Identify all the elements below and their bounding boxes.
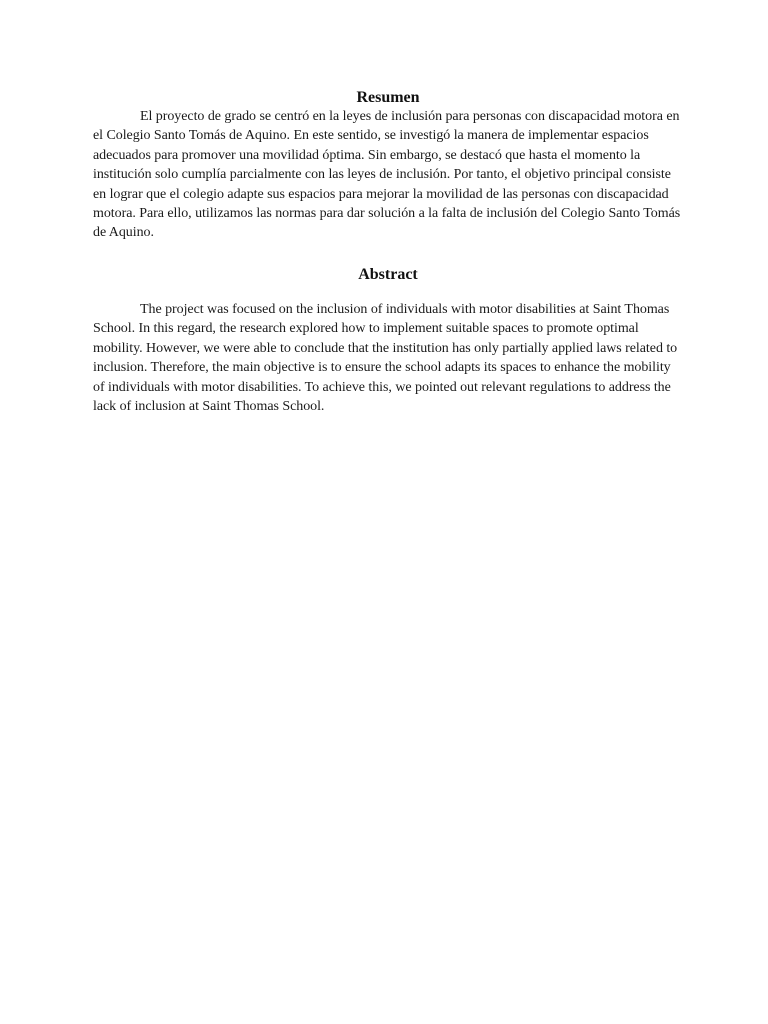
abstract-title: Abstract — [358, 266, 418, 283]
resumen-paragraph: El proyecto de grado se centró en la leyes de inclusión para personas con discapacidad motora en el Colegio Santo Tomás de Aquino. En este sentido, se investigó la manera de implementar espacios adecuados para promover una movilidad óptima. Sin embargo, se destacó que hasta el momento la institución solo cumplía parcialmente con las leyes de inclusión. Por tanto, el objetivo principal consiste en lograr que el colegio adapte sus espacios para mejorar la movilidad de las personas con discapacidad motora. Para ello, utilizamos las normas para dar solución a la falta de inclusión del Colegio Santo Tomás de Aquino. — [93, 109, 681, 241]
abstract-paragraph: The project was focused on the inclusion of individuals with motor disabilities at Saint Thomas School. In this regard, the research explored how to implement suitable spaces to promote optimal mobility. However, we were able to conclude that the institution has only partially applied laws related to inclusion. Therefore, the main objective is to ensure the school adapts its spaces to enhance the mobility of individuals with motor disabilities. To achieve this, we pointed out relevant regulations to address the lack of inclusion at Saint Thomas School. — [93, 302, 678, 415]
abstract-section — [93, 265, 683, 416]
resumen-title: Resumen — [356, 89, 420, 106]
resumen-section — [93, 88, 683, 243]
